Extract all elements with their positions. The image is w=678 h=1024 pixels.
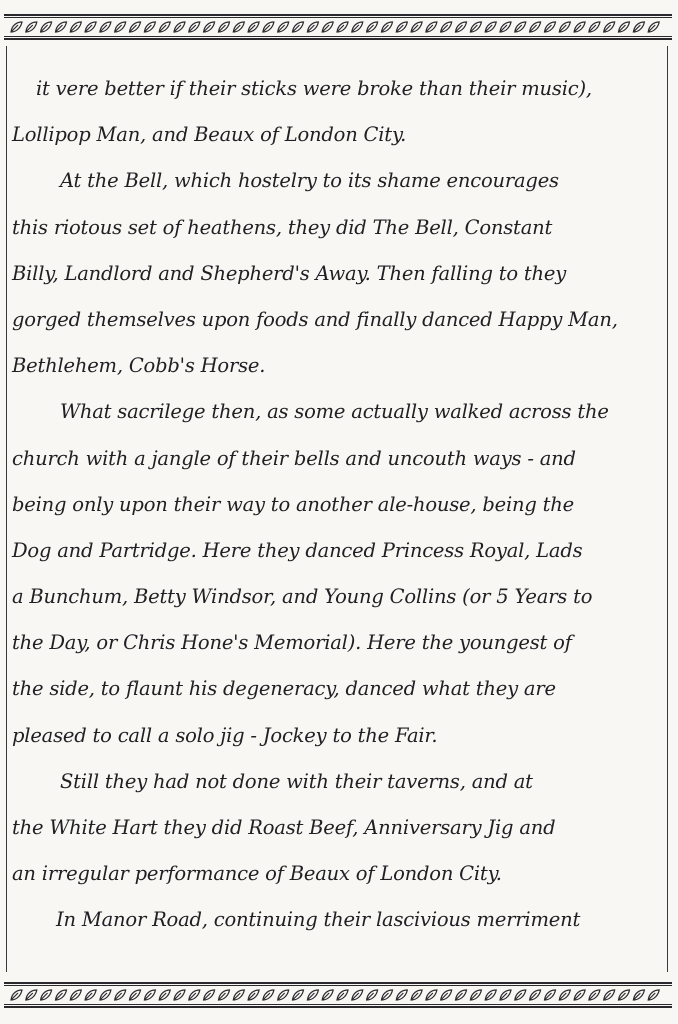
leaf-icon: [485, 22, 496, 32]
text-line: Still they had not done with their taverns, and at: [60, 769, 533, 793]
leaf-icon: [545, 22, 556, 32]
leaf-icon: [204, 990, 215, 1000]
text-line: church with a jangle of their bells and uncouth ways - and: [12, 446, 576, 470]
leaf-icon: [352, 990, 363, 1000]
leaf-icon: [574, 22, 585, 32]
leaf-icon: [26, 990, 37, 1000]
leaf-icon: [470, 990, 481, 1000]
leaf-icon: [322, 990, 333, 1000]
text-line: being only upon their way to another ale-house, being the: [12, 492, 574, 516]
leaf-icon: [382, 990, 393, 1000]
leaf-icon: [633, 990, 644, 1000]
leaf-icon: [233, 990, 244, 1000]
leaf-icon: [307, 990, 318, 1000]
leaf-icon: [515, 22, 526, 32]
leaf-icon: [56, 22, 67, 32]
leaf-icon: [11, 22, 22, 32]
text-line: an irregular performance of Beaux of London City.: [12, 862, 502, 886]
leaf-icon: [530, 990, 541, 1000]
leaf-icon: [115, 22, 126, 32]
text-line: Dog and Partridge. Here they danced Princess Royal, Lads: [12, 538, 583, 562]
leaf-icon: [100, 22, 111, 32]
text-line: Lollipop Man, and Beaux of London City.: [12, 123, 407, 147]
leaf-icon: [130, 22, 141, 32]
leaf-icon: [322, 22, 333, 32]
leaf-border-icons: [4, 20, 672, 34]
leaf-icon: [574, 990, 585, 1000]
leaf-icon: [619, 22, 630, 32]
leaf-icon: [604, 22, 615, 32]
leaf-icon: [456, 22, 467, 32]
leaf-icon: [337, 22, 348, 32]
leaf-icon: [559, 990, 570, 1000]
leaf-icon: [396, 990, 407, 1000]
text-line: the side, to flaunt his degeneracy, danced what they are: [12, 677, 556, 701]
leaf-icon: [307, 22, 318, 32]
leaf-icon: [115, 990, 126, 1000]
leaf-icon: [648, 22, 659, 32]
leaf-icon: [70, 990, 81, 1000]
text-line: What sacrilege then, as some actually walked across the: [60, 400, 609, 424]
leaf-icon: [411, 990, 422, 1000]
text-line: the Day, or Chris Hone's Memorial). Here the youngest of: [12, 631, 572, 655]
leaf-icon: [219, 990, 230, 1000]
leaf-icon: [263, 990, 274, 1000]
leaf-icon: [382, 22, 393, 32]
leaf-icon: [159, 990, 170, 1000]
leaf-icon: [545, 990, 556, 1000]
leaf-icon: [233, 22, 244, 32]
leaf-icon: [352, 22, 363, 32]
leaf-icon: [500, 990, 511, 1000]
leaf-icon: [56, 990, 67, 1000]
text-line: pleased to call a solo jig - Jockey to the Fair.: [12, 723, 438, 747]
text-line: Billy, Landlord and Shepherd's Away. Then falling to they: [12, 261, 567, 285]
text-line: At the Bell, which hostelry to its shame encourages: [60, 169, 559, 193]
leaf-icon: [633, 22, 644, 32]
leaf-icon: [500, 22, 511, 32]
handwritten-text: [12, 66, 662, 944]
leaf-icon: [426, 990, 437, 1000]
leaf-icon: [293, 22, 304, 32]
leaf-icon: [278, 22, 289, 32]
leaf-border-icons: [4, 988, 672, 1002]
leaf-icon: [248, 990, 259, 1000]
leaf-icon: [174, 22, 185, 32]
leaf-icon: [426, 22, 437, 32]
text-line: In Manor Road, continuing their lascivious merriment: [56, 908, 581, 932]
leaf-icon: [85, 22, 96, 32]
leaf-icon: [11, 990, 22, 1000]
text-line: a Bunchum, Betty Windsor, and Young Collins (or 5 Years to: [12, 585, 593, 609]
leaf-icon: [41, 990, 52, 1000]
leaf-icon: [441, 990, 452, 1000]
leaf-icon: [278, 990, 289, 1000]
leaf-icon: [248, 22, 259, 32]
leaf-icon: [441, 22, 452, 32]
leaf-icon: [619, 990, 630, 1000]
text-line: it vere better if their sticks were broke than their music),: [36, 77, 592, 100]
leaf-icon: [189, 22, 200, 32]
leaf-icon: [337, 990, 348, 1000]
leaf-icon: [411, 22, 422, 32]
top-decorative-border: [4, 14, 672, 40]
leaf-icon: [367, 990, 378, 1000]
leaf-icon: [85, 990, 96, 1000]
text-line: Bethlehem, Cobb's Horse.: [12, 354, 266, 378]
leaf-icon: [41, 22, 52, 32]
bottom-decorative-border: [4, 982, 672, 1008]
leaf-icon: [159, 22, 170, 32]
leaf-icon: [515, 990, 526, 1000]
leaf-icon: [456, 990, 467, 1000]
text-line: this riotous set of heathens, they did The Bell, Constant: [12, 215, 553, 239]
leaf-icon: [485, 990, 496, 1000]
leaf-icon: [470, 22, 481, 32]
leaf-icon: [100, 990, 111, 1000]
leaf-icon: [174, 990, 185, 1000]
leaf-icon: [396, 22, 407, 32]
text-line: the White Hart they did Roast Beef, Anniversary Jig and: [12, 816, 556, 839]
leaf-icon: [263, 22, 274, 32]
leaf-icon: [604, 990, 615, 1000]
leaf-icon: [189, 990, 200, 1000]
leaf-icon: [293, 990, 304, 1000]
leaf-icon: [70, 22, 81, 32]
leaf-icon: [367, 22, 378, 32]
text-line: gorged themselves upon foods and finally danced Happy Man,: [12, 307, 618, 331]
leaf-icon: [589, 22, 600, 32]
leaf-icon: [219, 22, 230, 32]
leaf-icon: [130, 990, 141, 1000]
leaf-icon: [204, 22, 215, 32]
leaf-icon: [144, 990, 155, 1000]
leaf-icon: [26, 22, 37, 32]
leaf-icon: [589, 990, 600, 1000]
leaf-icon: [144, 22, 155, 32]
leaf-icon: [559, 22, 570, 32]
leaf-icon: [648, 990, 659, 1000]
leaf-icon: [530, 22, 541, 32]
